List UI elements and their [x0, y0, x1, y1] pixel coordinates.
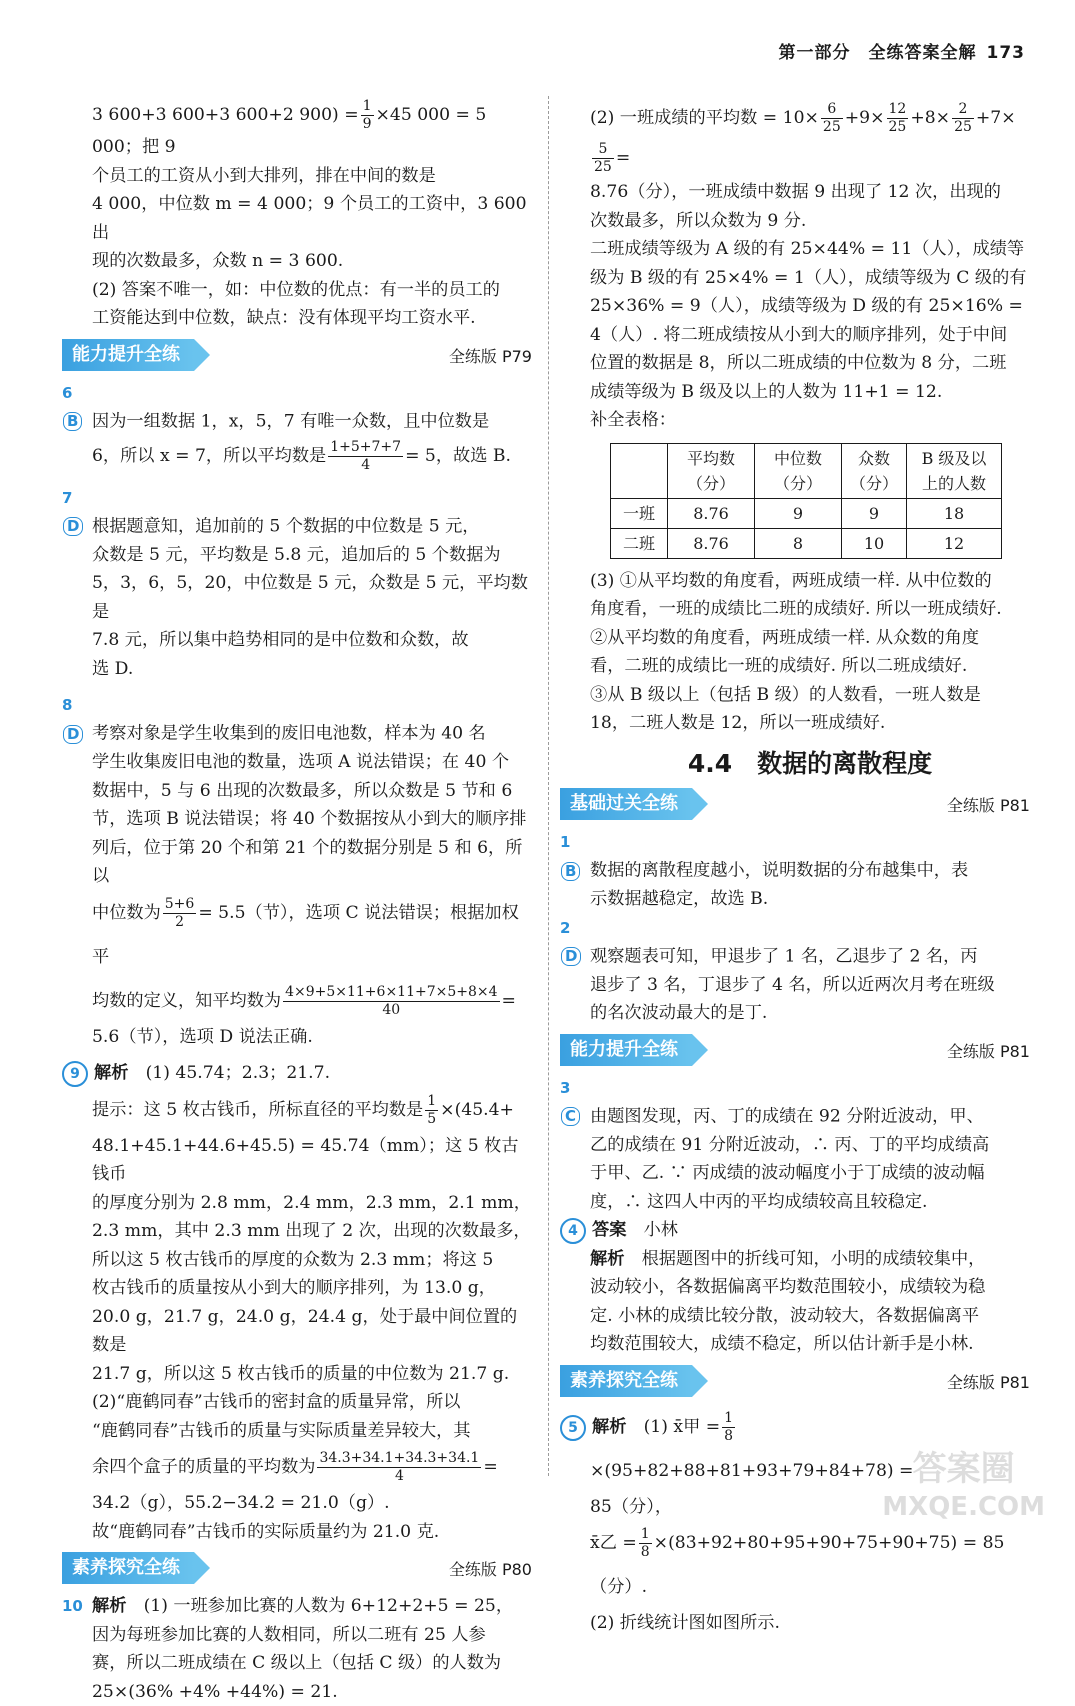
question-number: 4 [560, 1218, 586, 1244]
fraction: $\frac{1}{5}$ [427, 1092, 437, 1127]
question-3: $\frac{3}{C}$由题图发现，丙、丁的成绩在 92 分附近波动，甲、 乙的成绩在 91 分附近波动，∴ 丙、丁的平均成绩高 于甲、乙. ∵ 丙成绩的波动幅度小于丁成绩的波动幅 度，∴ 这四人中丙的平均成绩较高且较稳定. [590, 1074, 1030, 1217]
question-9: 9 解析 (1) 45.74；2.3；21.7. 提示：这 5 枚古钱币，所标直径的平均数是 $\frac{1}{5}$ ×(45.4+ 48.1+45.1+44.6+45.5) = 45.74（mm）；这 5 枚古钱币 的厚度分别为 2.8 mm，2.4 mm，2.3 mm，2.1 mm， 2.3 mm，其中 2.3 mm 出现了 2 次，出现的次数最多， 所以这 5 枚古钱币的厚度的众数为 2.3 mm；将这 5 枚古钱币的质量按从小到大的顺序排列，为 13.0 g， 20.0 g，21.7 g，24.0 g，24.4 g，处于最中间位置的数是 21.7 g，所以这 5 枚古钱币的质量的中位数为 21.7 g. (2)“鹿鹤同春”古钱币的密封盒的质量异常，所以 “鹿鹤同春”古钱币的质量与实际质量差异较大，其 余四个盒子的质量的平均数为 $\frac{34.3+34.1+34.3+34.1}{4}$ = 34.2（g），55.2−34.2 = 21.0（g）. 故“鹿鹤同春”古钱币的实际质量约为 21.0 克. [92, 1059, 532, 1546]
fraction: $\frac{1}{9}$ [362, 98, 372, 132]
question-number: $\frac{3}{C}$ [560, 1074, 590, 1131]
page-header [779, 38, 1026, 63]
text-line: 3 600+3 600+3 600+2 900) = $\frac{1}{9}$ ×45 000 = 5 000；把 9 [92, 98, 487, 157]
section-banner [62, 1552, 532, 1586]
watermark: 答案圈 MXQE.COM [882, 1449, 1045, 1522]
left-column [62, 98, 532, 1706]
question-number: 9 [62, 1061, 88, 1087]
column-divider [548, 96, 549, 1476]
fraction: $\frac{5}{25}$ [594, 141, 612, 175]
fraction: $\frac{1}{8}$ [724, 1409, 734, 1444]
question-number: $\frac{7}{D}$ [62, 484, 92, 541]
question-number: 10 [62, 1597, 83, 1615]
fraction: $\frac{4\times 9+5\times 11+6\times 11+7\times 5+8\times 4}{40}$ [285, 983, 498, 1018]
banner-tag: 能力提升全练 [62, 339, 194, 371]
table-header-row: 平均数（分） 中位数（分） 众数（分） B 级及以上的人数 [611, 443, 1002, 498]
banner-ref: 全练版 P79 [448, 346, 532, 366]
question-7: $\frac{7}{D}$根据题意知，追加前的 5 个数据的中位数是 5 元， 众数是 5 元，平均数是 5.8 元，追加后的 5 个数据为 5，3，6，5，20，中位数是 5 元，众数是 5 元，平均数是 7.8 元，所以集中趋势相同的是中位数和众数，故 选 D. [92, 484, 532, 684]
fraction: $\frac{34.3+34.1+34.3+34.1}{4}$ [319, 1450, 480, 1484]
text-line: 现的次数最多，众数 n = 3 600. [92, 251, 344, 271]
banner-tag: 素养探究全练 [560, 1365, 692, 1397]
fraction: $\frac{12}{25}$ [888, 101, 907, 135]
question-number: $\frac{1}{B}$ [560, 828, 590, 885]
text-line: 工资能达到中位数，缺点：没有体现平均工资水平. [92, 308, 476, 328]
banner-ref: 全练版 P80 [448, 1560, 532, 1579]
fraction: $\frac{5+6}{2}$ [164, 895, 195, 930]
page-number: 173 [986, 43, 1025, 63]
text-line: 个员工的工资从小到大排列，排在中间的数是 [92, 165, 436, 186]
question-5: 5 解析 (1) x̄甲 = $\frac{1}{8}$ ×(95+82+88+81+93+79+84+78) = 85（分）， x̄乙 = $\frac{1}{8}$ ×(83+92+80+95+90+75+90+75) = 85（分）. (2) 折线统计图如图所示. [590, 1405, 1030, 1638]
section-banner [62, 339, 532, 373]
stats-table [610, 443, 1002, 559]
question-number: $\frac{2}{D}$ [560, 914, 590, 971]
question-number: 5 [560, 1415, 586, 1441]
question-number: $\frac{6}{B}$ [62, 379, 92, 436]
question-number: $\frac{8}{D}$ [62, 691, 92, 748]
section-banner [560, 788, 1030, 822]
fraction: $\frac{2}{25}$ [954, 101, 972, 135]
fraction: $\frac{1+5+7+7}{4}$ [330, 438, 402, 473]
question-2: $\frac{2}{D}$观察题表可知，甲退步了 1 名，乙退步了 2 名，丙 退步了 3 名，丁退步了 4 名，所以近两次月考在班级 的名次波动最大的是丁. [590, 914, 1030, 1028]
section-title: 4.4 数据的离散程度 [687, 748, 933, 778]
banner-ref: 全练版 P81 [946, 1041, 1030, 1061]
right-column: (2) 一班成绩的平均数 = 10× $\frac{6}{25}$ +9× $\frac{12}{25}$ +8× $\frac{2}{25}$ +7× $\frac{5}{25}$ = 8.76（分），一班成绩中数据 9 出现了 12 次，出现的 次数最多，所以众数为 9 分. 二班成绩等级为 A 级的有 25×44% = 11（人），成绩等 级为 B 级的有 25×4% = 1（人），成绩等级为 C 级的有 25×36% = 9（人），成绩等级为 D 级的有 25×16% = 4（人）. 将二班成绩按从小到大的顺序排列，处于中间 位置的数据是 8，所以二班成绩的中位数为 8 分，二班 成绩等级为 B 级及以上的人数为 11+1 = 12. 补全表格： 平均数（分） 中位数（分） 众数（分） B 级及以上的人数 一班 8.76 9 9 18 二班 8.76 8 10 12 (3) ①从平均数的角度看，两班成绩一样. 从中位数的 角度看，一班的成绩比二班的成绩好. 所以一班成绩好. ②从平均数的角度看，两班成绩一样. 从众数的角度 看，二班的成绩比一班的成绩好. 所以二班成绩好. ③从 B 级以上（包括 B 级）的人数看，一班人数是 18，二班人数是 12，所以一班成绩好. 4.4 数据的离散程度 基础过关全练 全练版 P81 $\frac{1}{B}$数据的离散程度越小，说明数据的分布越集中，表 示数据越稳定，故选 B. $\frac{2}{D}$观察题表可知，甲退步了 1 名，乙退步了 2 名，丙 退步了 3 名，丁退步了 4 名，所以近两次月考在班级 的名次波动最大的是丁. 能力提升全练 全练版 P81 $\frac{3}{C}$由题图发现，丙、丁的成绩在 92 分附近波动，甲、 乙的成绩在 91 分附近波动，∴ 丙、丁的平均成绩高 于甲、乙. ∵ 丙成绩的波动幅度小于丁成绩的波动幅 度，∴ 这四人中丙的平均成绩较高且较稳定. 4 答案 小林 解析 根据题图中的折线可知，小明的成绩较集中， 波动较小，各数据偏离平均数范围较小，成绩较为稳 定. 小林的成绩比较分散，波动较大，各数据偏离平 均数范围较大，成绩不稳定，所以估计新手是小林. 素养探究全练 全练版 P81 5 解析 (1) x̄甲 = $\frac{1}{8}$ ×(95+82+88+81+93+79+84+78) = 85（分）， x̄乙 = $\frac{1}{8}$ ×(83+92+80+95+90+75+90+75) = 85（分）. (2) 折线统计图如图所示. [590, 98, 1030, 1638]
header-section: 第一部分 全练答案全解 [778, 43, 977, 63]
table-row: 二班 8.76 8 10 12 [611, 528, 1002, 558]
section-banner [560, 1034, 1030, 1068]
banner-ref: 全练版 P81 [946, 1372, 1030, 1392]
text-line: (2) 答案不唯一，如：中位数的优点：有一半的员工的 [92, 279, 500, 300]
fraction: $\frac{1}{8}$ [640, 1526, 650, 1560]
banner-tag: 能力提升全练 [560, 1034, 692, 1066]
section-banner [560, 1365, 1030, 1399]
fraction: $\frac{6}{25}$ [822, 101, 841, 135]
question-8: $\frac{8}{D}$考察对象是学生收集到的废旧电池数，样本为 40 名 学生收集废旧电池的数量，选项 A 说法错误；在 40 个 数据中，5 与 6 出现的次数最多，所以众数是 5 节和 6 节，选项 B 说法错误；将 40 个数据按从小到大的顺序排 列后，位于第 20 个和第 21 个的数据分别是 5 和 6，所以 中位数为 $\frac{5+6}{2}$ = 5.5（节），选项 C 说法错误；根据加权平 均数的定义，知平均数为 $\frac{4\times 9+5\times 11+6\times 11+7\times 5+8\times 4}{40}$ = 5.6（节），选项 D 说法正确. [92, 691, 532, 1051]
question-1: $\frac{1}{B}$数据的离散程度越小，说明数据的分布越集中，表 示数据越稳定，故选 B. [590, 828, 1030, 914]
banner-tag: 素养探究全练 [62, 1552, 194, 1584]
banner-tag: 基础过关全练 [560, 788, 692, 820]
question-4: 4 答案 小林 解析 根据题图中的折线可知，小明的成绩较集中， 波动较小，各数据偏离平均数范围较小，成绩较为稳 定. 小林的成绩比较分散，波动较大，各数据偏离平 均数范围较大，成绩不稳定，所以估计新手是小林. [590, 1216, 1030, 1359]
text-line: 4 000，中位数 m = 4 000；9 个员工的工资中，3 600 出 [92, 194, 527, 243]
table-row: 一班 8.76 9 9 18 [611, 498, 1002, 528]
banner-ref: 全练版 P81 [946, 796, 1030, 815]
question-10: 10 解析 (1) 一班参加比赛的人数为 6+12+2+5 = 25， 因为每班参加比赛的人数相同，所以二班有 25 人参 赛，所以二班成绩在 C 级以上（包括 C 级）的人数为 25×(36% +4% +44%) = 21. [92, 1592, 532, 1706]
question-6: $\frac{6}{B}$因为一组数据 1，x，5，7 有唯一众数，且中位数是 6，所以 x = 7，所以平均数是 $\frac{1+5+7+7}{4}$ = 5，故选 B. [92, 379, 532, 476]
